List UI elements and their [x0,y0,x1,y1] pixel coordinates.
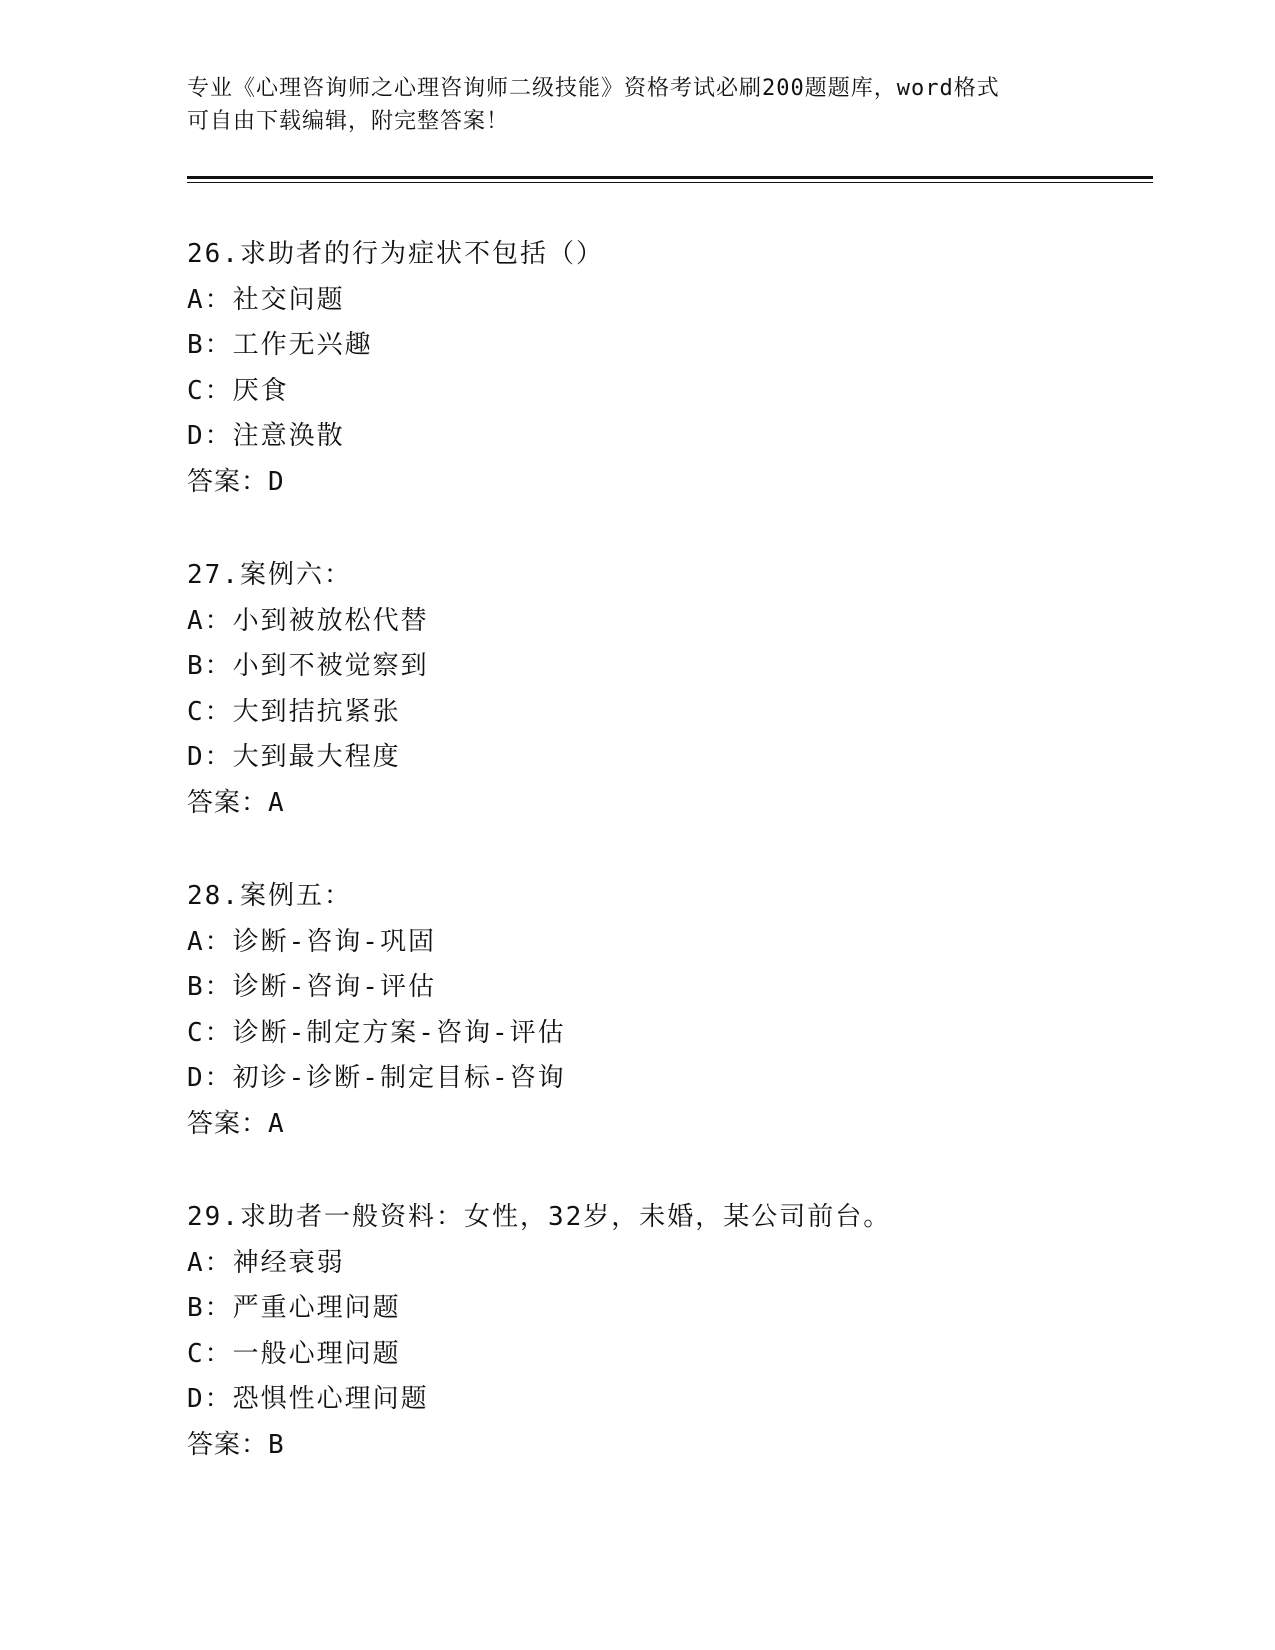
option-a: A：诊断-咨询-巩固 [187,926,436,957]
document-header [187,72,1087,138]
question-stem: 28.案例五： [187,881,352,911]
option-d: D：注意涣散 [187,421,345,451]
question-stem: 27.案例六： [187,560,352,590]
option-d: D：初诊-诊断-制定目标-咨询 [187,1063,566,1093]
answer-label: 答案： [187,466,269,497]
answer-row [187,460,1153,506]
answer-label: 答案： [187,1108,269,1139]
option-b: B：小到不被觉察到 [187,651,429,681]
answer-row [187,1102,1153,1148]
option-b: B：诊断-咨询-评估 [187,972,436,1002]
answer-label: 答案： [187,787,269,818]
question-stem: 29.求助者一般资料：女性，32岁，未婚，某公司前台。 [187,1202,892,1232]
question-item [187,874,1153,1147]
option-c: C：一般心理问题 [187,1338,401,1369]
answer-value: A [268,1108,285,1139]
option-a: A：社交问题 [187,284,345,315]
option-b: B：工作无兴趣 [187,330,373,360]
option-a: A：小到被放松代替 [187,605,429,636]
header-line-2: 可自由下载编辑，附完整答案！ [187,109,510,134]
option-d: D：大到最大程度 [187,742,401,772]
header-divider-thin [187,182,1153,183]
question-list [187,232,1153,1468]
option-c: C：诊断-制定方案-咨询-评估 [187,1017,566,1048]
question-item [187,553,1153,826]
option-c: C：大到拮抗紧张 [187,696,401,727]
answer-row [187,1423,1153,1469]
answer-value: A [268,787,285,818]
question-item [187,1195,1153,1468]
option-b: B：严重心理问题 [187,1293,401,1323]
option-c: C：厌食 [187,375,289,406]
header-divider-thick [187,176,1153,179]
answer-value: D [268,466,285,497]
question-item [187,232,1153,505]
header-line-1: 专业《心理咨询师之心理咨询师二级技能》资格考试必刷200题题库，word格式 [187,76,1000,101]
question-stem: 26.求助者的行为症状不包括（） [187,239,604,269]
answer-label: 答案： [187,1429,269,1460]
answer-row [187,781,1153,827]
answer-value: B [268,1429,285,1460]
option-a: A：神经衰弱 [187,1247,345,1278]
option-d: D：恐惧性心理问题 [187,1384,429,1414]
